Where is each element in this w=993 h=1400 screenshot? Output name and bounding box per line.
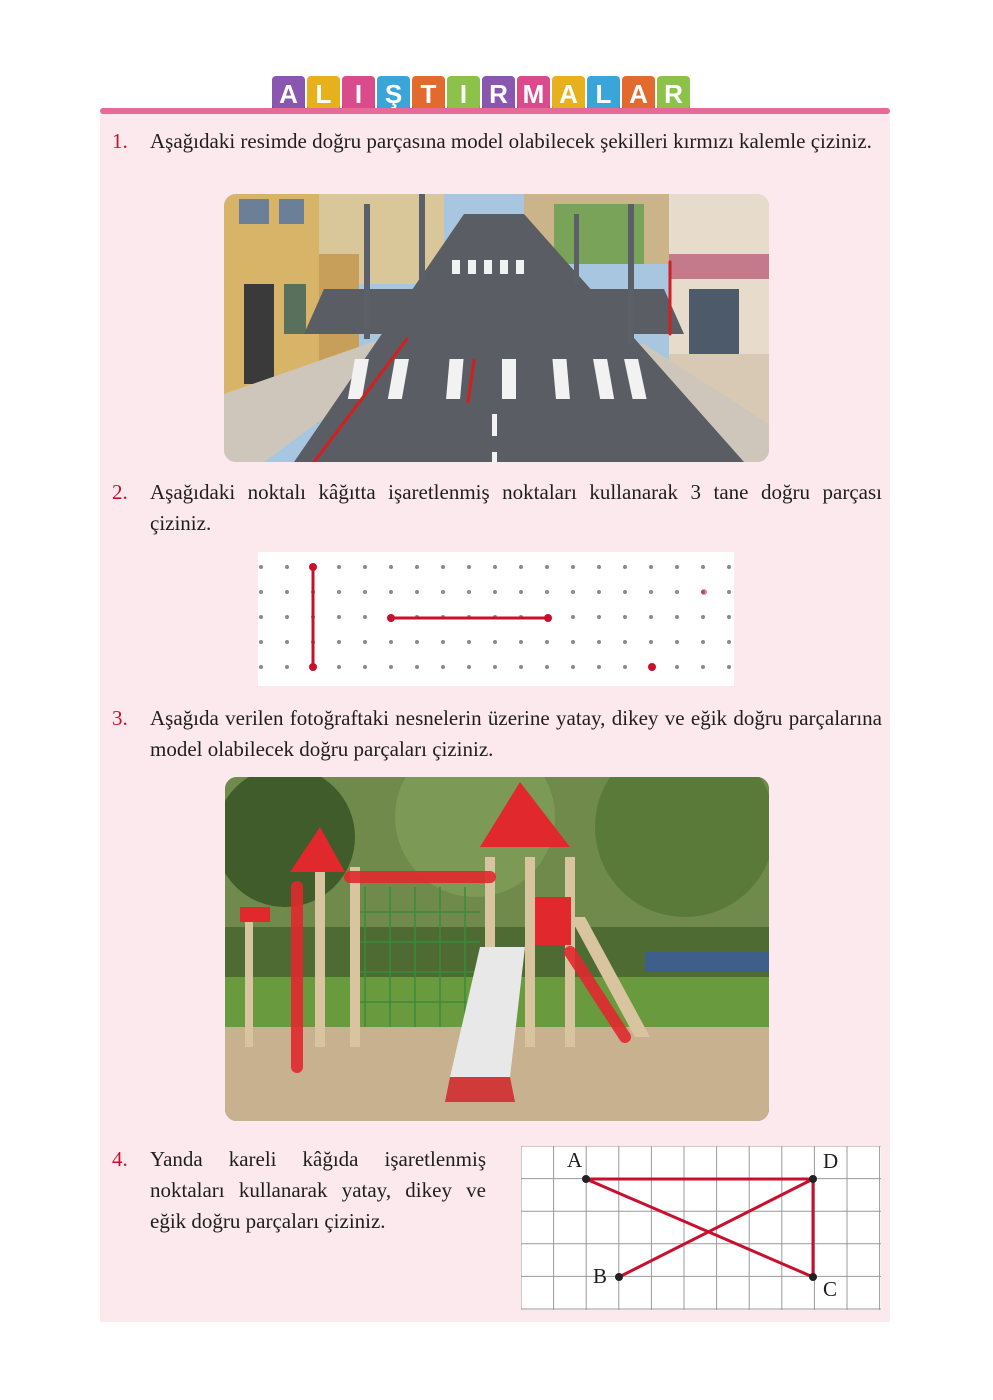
grid-dot — [623, 665, 627, 669]
grid-dot — [337, 590, 341, 594]
point-a — [582, 1175, 590, 1183]
marked-point — [544, 614, 552, 622]
grid-dot — [441, 565, 445, 569]
grid-dot — [701, 565, 705, 569]
dot-grid — [258, 552, 734, 686]
grid-dot — [285, 665, 289, 669]
grid-dot — [259, 665, 263, 669]
grid-dot — [337, 615, 341, 619]
grid-dot — [415, 565, 419, 569]
title-letter-tile: L — [307, 76, 340, 112]
question-4 — [112, 1144, 486, 1237]
grid-dot — [389, 640, 393, 644]
question-number: 1. — [112, 129, 128, 153]
grid-dot — [415, 665, 419, 669]
title-letter-tile: A — [552, 76, 585, 112]
label-d: D — [823, 1149, 839, 1173]
grid-dot — [493, 590, 497, 594]
grid-dot — [623, 565, 627, 569]
segment-BD — [619, 1179, 813, 1277]
title-letter-tile: I — [342, 76, 375, 112]
grid-dot — [675, 565, 679, 569]
grid-dot — [571, 615, 575, 619]
grid-dot — [545, 590, 549, 594]
question-text: Aşağıda verilen fotoğraftaki nesnelerin üzerine yatay, dikey ve eğik doğru parçalarına model olabilecek doğru parçaları çiziniz. — [150, 706, 882, 761]
grid-dot — [415, 590, 419, 594]
grid-dot — [363, 590, 367, 594]
title-letter-tile: L — [587, 76, 620, 112]
grid-dot — [337, 565, 341, 569]
marked-point — [387, 614, 395, 622]
grid-dot — [285, 615, 289, 619]
grid-dot — [259, 640, 263, 644]
grid-dot — [571, 665, 575, 669]
question-3 — [112, 703, 882, 765]
grid-dot — [597, 565, 601, 569]
marked-point — [701, 589, 707, 595]
grid-dot — [519, 590, 523, 594]
street-scene-image — [224, 194, 769, 462]
label-c: C — [823, 1277, 838, 1301]
grid-dot — [493, 665, 497, 669]
title-letter-tile: Ş — [377, 76, 410, 112]
grid-dot — [675, 665, 679, 669]
marked-point — [309, 663, 317, 671]
grid-dot — [363, 615, 367, 619]
segment-AC — [586, 1179, 813, 1277]
question-2 — [112, 477, 882, 539]
question-1 — [112, 126, 882, 157]
grid-dot — [259, 615, 263, 619]
grid-dot — [363, 640, 367, 644]
playground-image — [225, 777, 769, 1121]
grid-dot — [597, 665, 601, 669]
grid-dot — [285, 565, 289, 569]
grid-dot — [493, 565, 497, 569]
grid-dot — [623, 590, 627, 594]
street-illustration — [224, 194, 769, 462]
grid-dot — [389, 665, 393, 669]
grid-dot — [389, 590, 393, 594]
title-letter-tile: A — [622, 76, 655, 112]
square-grid — [521, 1146, 881, 1310]
grid-dot — [441, 590, 445, 594]
grid-dot — [597, 590, 601, 594]
grid-dot — [727, 615, 731, 619]
grid-dot — [285, 640, 289, 644]
grid-dot — [337, 640, 341, 644]
grid-dot — [649, 640, 653, 644]
grid-dot — [519, 640, 523, 644]
point-d — [809, 1175, 817, 1183]
grid-dot — [701, 615, 705, 619]
playground-photo — [225, 777, 769, 1121]
grid-dot — [701, 640, 705, 644]
grid-dot — [597, 615, 601, 619]
grid-dot — [701, 665, 705, 669]
question-text: Aşağıdaki resimde doğru parçasına model olabilecek şekilleri kırmızı kalemle çiziniz. — [150, 129, 872, 153]
label-b: B — [593, 1264, 608, 1288]
grid-dot — [675, 615, 679, 619]
title-letter-tile: R — [482, 76, 515, 112]
grid-dot — [363, 565, 367, 569]
grid-dot — [545, 565, 549, 569]
question-text: Yanda kareli kâğıda işaretlenmiş noktaları kullanarak yatay, dikey ve eğik doğru parçaları çiziniz. — [150, 1147, 486, 1233]
grid-dot — [727, 640, 731, 644]
grid-dot — [259, 590, 263, 594]
grid-dot — [649, 615, 653, 619]
marked-point — [648, 663, 656, 671]
title-letter-tile: R — [657, 76, 690, 112]
grid-dot — [571, 565, 575, 569]
title-letter-tile: A — [272, 76, 305, 112]
point-c — [809, 1273, 817, 1281]
grid-dot — [467, 565, 471, 569]
grid-dot — [545, 640, 549, 644]
question-text: Aşağıdaki noktalı kâğıtta işaretlenmiş noktaları kullanarak 3 tane doğru parçası çiziniz. — [150, 480, 882, 535]
grid-dot — [571, 590, 575, 594]
grid-dot — [467, 665, 471, 669]
grid-dot — [441, 665, 445, 669]
marked-point — [309, 563, 317, 571]
grid-dot — [519, 665, 523, 669]
title-letter-tile: T — [412, 76, 445, 112]
point-b — [615, 1273, 623, 1281]
grid-dot — [727, 565, 731, 569]
grid-dot — [337, 665, 341, 669]
grid-dot — [649, 590, 653, 594]
label-a: A — [567, 1148, 583, 1172]
grid-dot — [545, 665, 549, 669]
grid-paper — [521, 1146, 881, 1310]
question-number: 2. — [112, 480, 128, 504]
grid-dot — [727, 665, 731, 669]
question-number: 3. — [112, 706, 128, 730]
title-underline — [100, 108, 890, 114]
title-letter-tile: I — [447, 76, 480, 112]
dot-paper — [258, 552, 734, 686]
grid-dot — [363, 665, 367, 669]
grid-dot — [727, 590, 731, 594]
grid-dot — [467, 640, 471, 644]
grid-dot — [623, 640, 627, 644]
grid-dot — [493, 640, 497, 644]
grid-dot — [597, 640, 601, 644]
title-letter-tile: M — [517, 76, 550, 112]
grid-dot — [571, 640, 575, 644]
grid-dot — [675, 590, 679, 594]
grid-dot — [415, 640, 419, 644]
grid-dot — [389, 565, 393, 569]
grid-dot — [259, 565, 263, 569]
grid-dot — [675, 640, 679, 644]
grid-dot — [519, 565, 523, 569]
grid-dot — [467, 590, 471, 594]
grid-dot — [623, 615, 627, 619]
grid-dot — [285, 590, 289, 594]
question-number: 4. — [112, 1147, 128, 1171]
grid-dot — [649, 565, 653, 569]
grid-dot — [441, 640, 445, 644]
